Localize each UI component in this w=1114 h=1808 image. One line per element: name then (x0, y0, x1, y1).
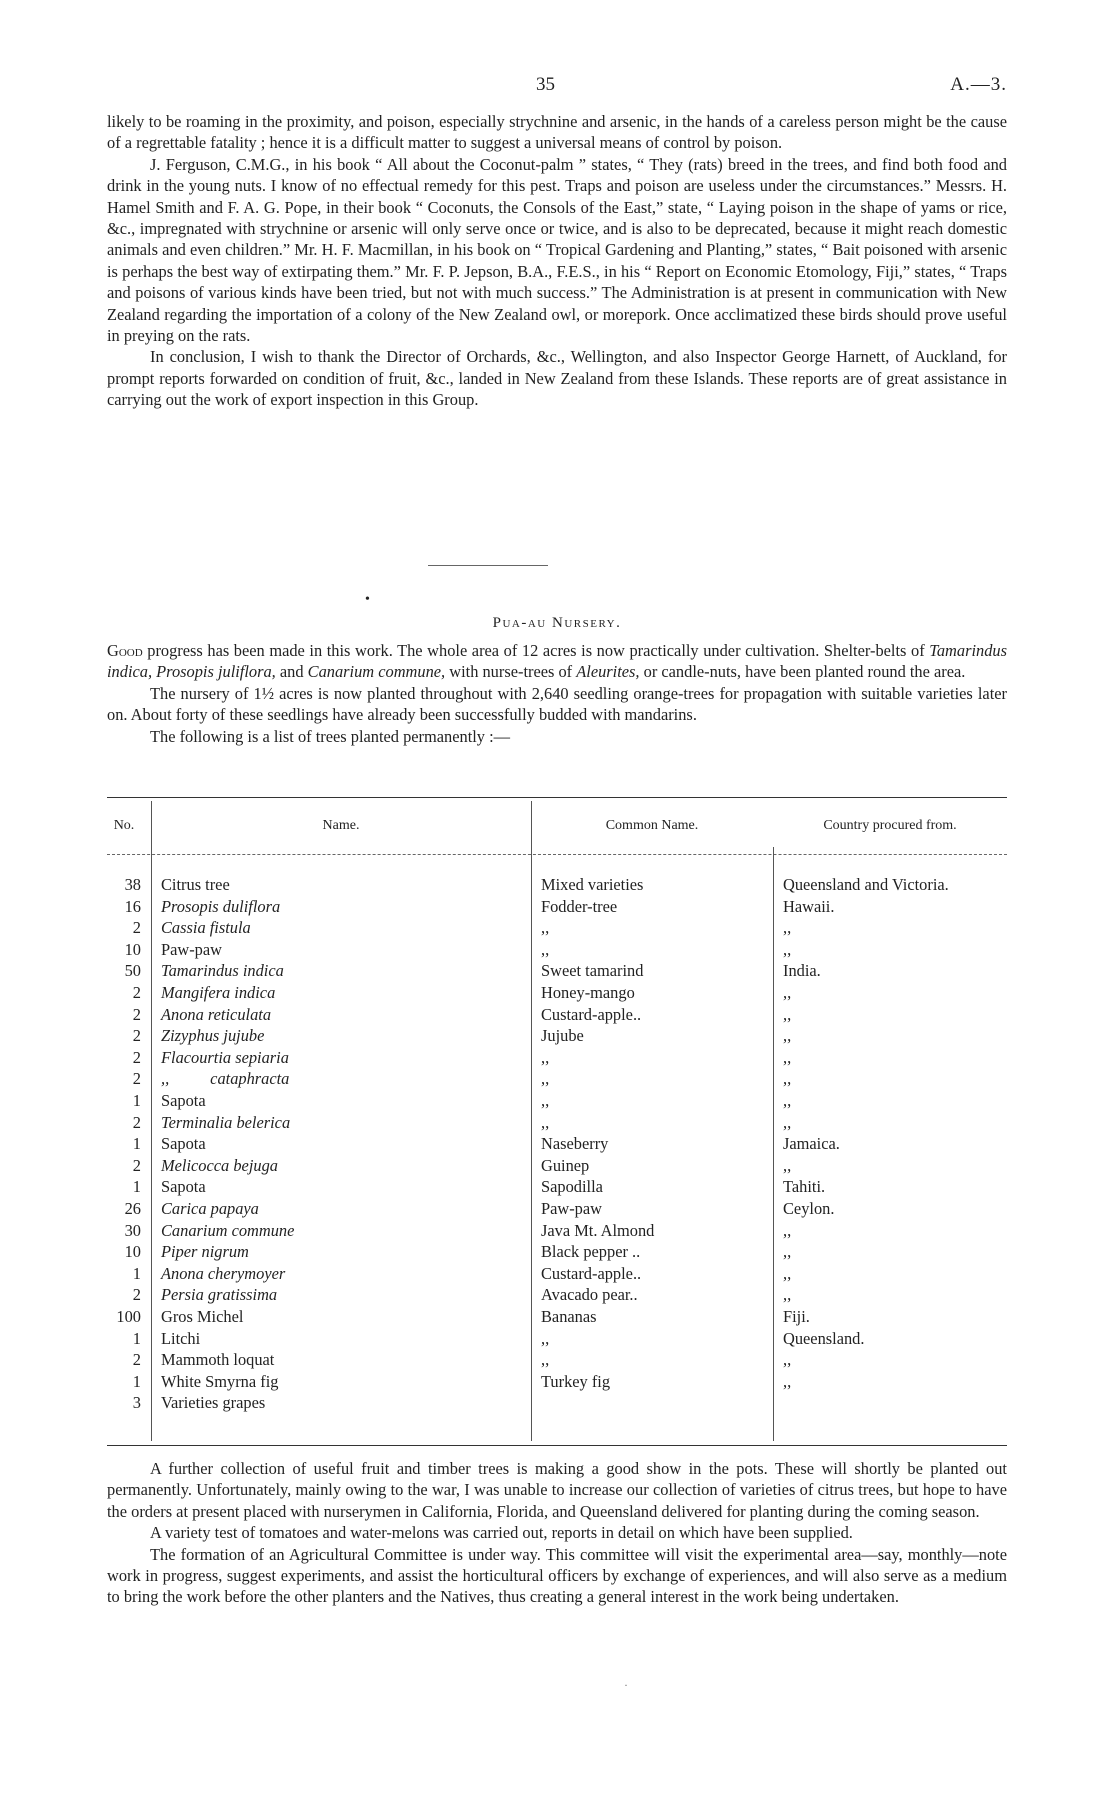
cell-country: ,, (783, 1155, 792, 1175)
cell-name: Zizyphus jujube (161, 1026, 265, 1046)
cell-no: 2 (132, 918, 141, 938)
cell-name: Canarium commune (161, 1220, 295, 1240)
cell-common-name: Sweet tamarind (541, 961, 644, 981)
table-row (107, 1068, 1007, 1090)
cell-common-name: ,, (541, 1350, 550, 1370)
intro-paragraph-3: In conclusion, I wish to thank the Director of Orchards, &c., Wellington, and also Inspector George Harnett, of Auckland, for prompt reports forwarded on condition of fruit, &c., landed in New Zealand from these Islands. These reports are of great assistance in carrying out the work of export inspection in this Group. (107, 347, 1007, 410)
intro-text (107, 111, 1007, 411)
cell-no: 2 (132, 1004, 141, 1024)
cell-no: 26 (124, 1199, 141, 1218)
table-row (107, 1004, 1007, 1026)
cell-name: Gros Michel (161, 1307, 244, 1326)
section-paragraph-2: The nursery of 1½ acres is now planted throughout with 2,640 seedling orange-trees for propagation with suitable varieties later on. About forty of these seedlings have already been successfully budded with mandarins. (107, 683, 1007, 725)
table-header-rule (107, 854, 1007, 855)
cell-country: Queensland and Victoria. (783, 875, 949, 894)
cell-no: 100 (116, 1307, 141, 1326)
document-reference: A.—3. (950, 74, 1007, 95)
table-row (107, 1241, 1007, 1263)
cell-country: Hawaii. (783, 896, 835, 916)
table-row (107, 1025, 1007, 1047)
cell-no: 30 (124, 1220, 141, 1240)
table-row (107, 1112, 1007, 1134)
cell-country: ,, (783, 1242, 792, 1262)
table-row (107, 1328, 1007, 1350)
cell-country: ,, (783, 983, 792, 1002)
cell-no: 10 (124, 939, 141, 959)
cell-common-name: Black pepper .. (541, 1242, 641, 1262)
cell-country: ,, (783, 1004, 792, 1024)
cell-common-name: ,, (541, 939, 550, 959)
cell-no: 1 (132, 1371, 141, 1391)
cell-no: 1 (132, 1328, 141, 1348)
cell-name: Cassia fistula (161, 918, 251, 938)
cell-country: Ceylon. (783, 1199, 835, 1218)
cell-no: 2 (132, 1155, 141, 1175)
cell-country: Tahiti. (783, 1177, 826, 1197)
cell-common-name: Guinep (541, 1155, 590, 1175)
table-row (107, 1047, 1007, 1069)
stray-mark: · (624, 1678, 628, 1692)
cell-country: ,, (783, 1047, 792, 1067)
cell-country: ,, (783, 1285, 792, 1305)
cell-no: 38 (124, 875, 141, 894)
cell-no: 16 (124, 896, 141, 916)
table-row (107, 1306, 1007, 1328)
page-header (0, 74, 1114, 98)
table-row (107, 1263, 1007, 1285)
header-no: No. (113, 818, 135, 833)
cell-name: ,, cataphracta (161, 1069, 290, 1089)
cell-name: Terminalia belerica (161, 1112, 291, 1132)
closing-paragraph-3: The formation of an Agricultural Committee is under way. This committee will visit the experimental area—say, monthly—note work in progress, suggest experiments, and assist the horticultural officers by exchange of experiences, and will also serve as a medium to bring the work before the other planters and the Natives, thus creating a general interest in the work being undertaken. (107, 1544, 1007, 1607)
cell-common-name: Fodder-tree (541, 896, 618, 916)
table-row (107, 1220, 1007, 1242)
cell-name: Melicocca bejuga (161, 1155, 278, 1175)
cell-country: Queensland. (783, 1328, 865, 1348)
cell-common-name: Naseberry (541, 1134, 609, 1154)
cell-name: Tamarindus indica (161, 961, 284, 981)
closing-paragraph-1: A further collection of useful fruit and timber trees is making a good show in the pots. These will shortly be planted out permanently. Unfortunately, mainly owing to the war, I was unable to increase our collection of varieties of citrus trees, but hope to have the orders at present placed with nurserymen in California, Florida, and Queensland delivered for planting during the coming season. (107, 1459, 1007, 1521)
cell-common-name: Mixed varieties (541, 875, 644, 894)
cell-name: Mammoth loquat (161, 1350, 275, 1370)
cell-no: 2 (132, 1350, 141, 1370)
table-row (107, 1198, 1007, 1220)
cell-no: 50 (124, 961, 141, 981)
cell-name: Litchi (161, 1328, 201, 1348)
cell-name: Prosopis duliflora (161, 896, 281, 916)
cell-no: 1 (132, 1263, 141, 1283)
cell-name: Mangifera indica (161, 983, 276, 1002)
table-row (107, 1176, 1007, 1198)
table-top-rule (107, 797, 1007, 798)
cell-name: Piper nigrum (161, 1242, 249, 1262)
cell-name: Carica papaya (161, 1199, 259, 1218)
cell-country: ,, (783, 939, 792, 959)
table-row (107, 896, 1007, 918)
table-row (107, 1090, 1007, 1112)
closing-text (107, 1458, 1007, 1608)
table-row (107, 1284, 1007, 1306)
cell-common-name: Avacado pear.. (541, 1285, 638, 1305)
cell-country: Fiji. (783, 1307, 810, 1326)
section-paragraph-1: Good progress has been made in this work. The whole area of 12 acres is now practically under cultivation. Shelter-belts of Tamarindus indica, Prosopis juliflora, and Canarium commune, with nurse-trees of Aleurites, or candle-nuts, have been planted round the area. (107, 641, 1007, 682)
cell-country: ,, (783, 1371, 792, 1391)
cell-no: 2 (132, 1026, 141, 1046)
cell-no: 3 (132, 1393, 141, 1413)
table-row (107, 1133, 1007, 1155)
cell-country: ,, (783, 1350, 792, 1370)
cell-no: 2 (132, 983, 141, 1002)
table-row (107, 917, 1007, 939)
cell-common-name: ,, (541, 1328, 550, 1348)
cell-country: ,, (783, 1263, 792, 1283)
cell-no: 10 (124, 1242, 141, 1262)
table-row (107, 1155, 1007, 1177)
cell-common-name: Java Mt. Almond (541, 1220, 655, 1240)
cell-country: Jamaica. (783, 1134, 840, 1154)
intro-paragraph-1: likely to be roaming in the proximity, and poison, especially strychnine and arsenic, in the hands of a careless person might be the cause of a regrettable fatality ; hence it is a difficult matter to suggest a universal means of control by poison. (107, 112, 1007, 153)
section-text (107, 640, 1007, 747)
cell-common-name: ,, (541, 1047, 550, 1067)
stray-mark: • (365, 592, 370, 607)
header-common-name: Common Name. (605, 818, 699, 833)
cell-no: 1 (132, 1134, 141, 1154)
cell-name: Varieties grapes (161, 1393, 266, 1413)
cell-country: ,, (783, 1026, 792, 1046)
lead-word: Good (107, 641, 143, 660)
section-paragraph-3: The following is a list of trees planted permanently :— (150, 726, 511, 746)
table-row (107, 960, 1007, 982)
page-number: 35 (536, 74, 555, 95)
cell-country: ,, (783, 1112, 792, 1132)
species-name: Aleurites, (576, 662, 640, 682)
cell-name: Citrus tree (161, 875, 230, 894)
cell-common-name: ,, (541, 1112, 550, 1132)
cell-no: 2 (132, 1047, 141, 1067)
table-row (107, 982, 1007, 1004)
species-name: Canarium commune, (307, 662, 446, 682)
table-row (107, 1349, 1007, 1371)
cell-common-name: Sapodilla (541, 1177, 603, 1197)
cell-common-name: Jujube (541, 1026, 584, 1046)
cell-common-name: Bananas (541, 1307, 597, 1326)
header-name: Name. (322, 818, 360, 833)
cell-country: ,, (783, 1091, 792, 1110)
cell-name: Persia gratissima (161, 1285, 278, 1305)
table-row (107, 1371, 1007, 1393)
cell-country: ,, (783, 1069, 792, 1089)
cell-common-name: Turkey fig (541, 1371, 611, 1391)
cell-common-name: Honey-mango (541, 983, 635, 1002)
tree-table (107, 797, 1007, 1449)
cell-country: ,, (783, 1220, 792, 1240)
header-country: Country procured from. (823, 818, 957, 833)
cell-common-name: ,, (541, 1091, 550, 1110)
cell-no: 2 (132, 1285, 141, 1305)
cell-no: 1 (132, 1091, 141, 1110)
table-row (107, 939, 1007, 961)
cell-no: 2 (132, 1112, 141, 1132)
cell-name: Flacourtia sepiaria (161, 1047, 289, 1067)
cell-name: Anona reticulata (161, 1004, 272, 1024)
cell-common-name: ,, (541, 918, 550, 938)
cell-common-name: Paw-paw (541, 1199, 602, 1218)
cell-common-name: ,, (541, 1069, 550, 1089)
table-bottom-rule (107, 1445, 1007, 1446)
cell-name: Paw-paw (161, 939, 222, 959)
cell-name: Sapota (161, 1177, 206, 1197)
cell-no: 2 (132, 1069, 141, 1089)
cell-country: ,, (783, 918, 792, 938)
cell-no: 1 (132, 1177, 141, 1197)
cell-name: Anona cherymoyer (161, 1263, 286, 1283)
cell-name: Sapota (161, 1134, 206, 1154)
closing-paragraph-2: A variety test of tomatoes and water-melons was carried out, reports in detail on which have been supplied. (150, 1523, 853, 1543)
section-title: Pua-au Nursery. (492, 615, 622, 631)
cell-common-name: Custard-apple.. (541, 1263, 642, 1283)
cell-country: India. (783, 961, 821, 981)
cell-name: White Smyrna fig (161, 1371, 279, 1391)
species-names: Tamarindus indica, Prosopis juliflora, (107, 641, 1007, 682)
intro-paragraph-2: J. Ferguson, C.M.G., in his book “ All about the Coconut-palm ” states, “ They (rats) breed in the trees, and find both food and drink in the young nuts. I know of no effectual remedy for this pest. Traps and poison are useless under the circumstances.” Messrs. H. Hamel Smith and F. A. G. Pope, in their book “ Coconuts, the Consols of the East,” state, “ Laying poison in the shape of yams or rice, &c., impregnated with strychnine or arsenic will only serve once or twice, and is also to be deprecated, because it might reach domestic animals and even children.” Mr. H. F. Macmillan, in his book on “ Tropical Gardening and Planting,” states, “ Bait poisoned with arsenic is perhaps the best way of extirpating them.” Mr. F. P. Jepson, B.A., F.E.S., in his “ Report on Economic Etomology, Fiji,” states, “ Traps and poisons of various kinds have been tried, but not with much success.” The Administration is at present in communication with New Zealand regarding the importation of a colony of the New Zealand owl, or morepork. Once acclimatized these birds should prove useful in preying on the rats. (107, 154, 1007, 346)
cell-name: Sapota (161, 1091, 206, 1110)
table-row (107, 1392, 1007, 1414)
table-row (107, 874, 1007, 896)
cell-common-name: Custard-apple.. (541, 1004, 642, 1024)
section-divider (428, 565, 548, 566)
